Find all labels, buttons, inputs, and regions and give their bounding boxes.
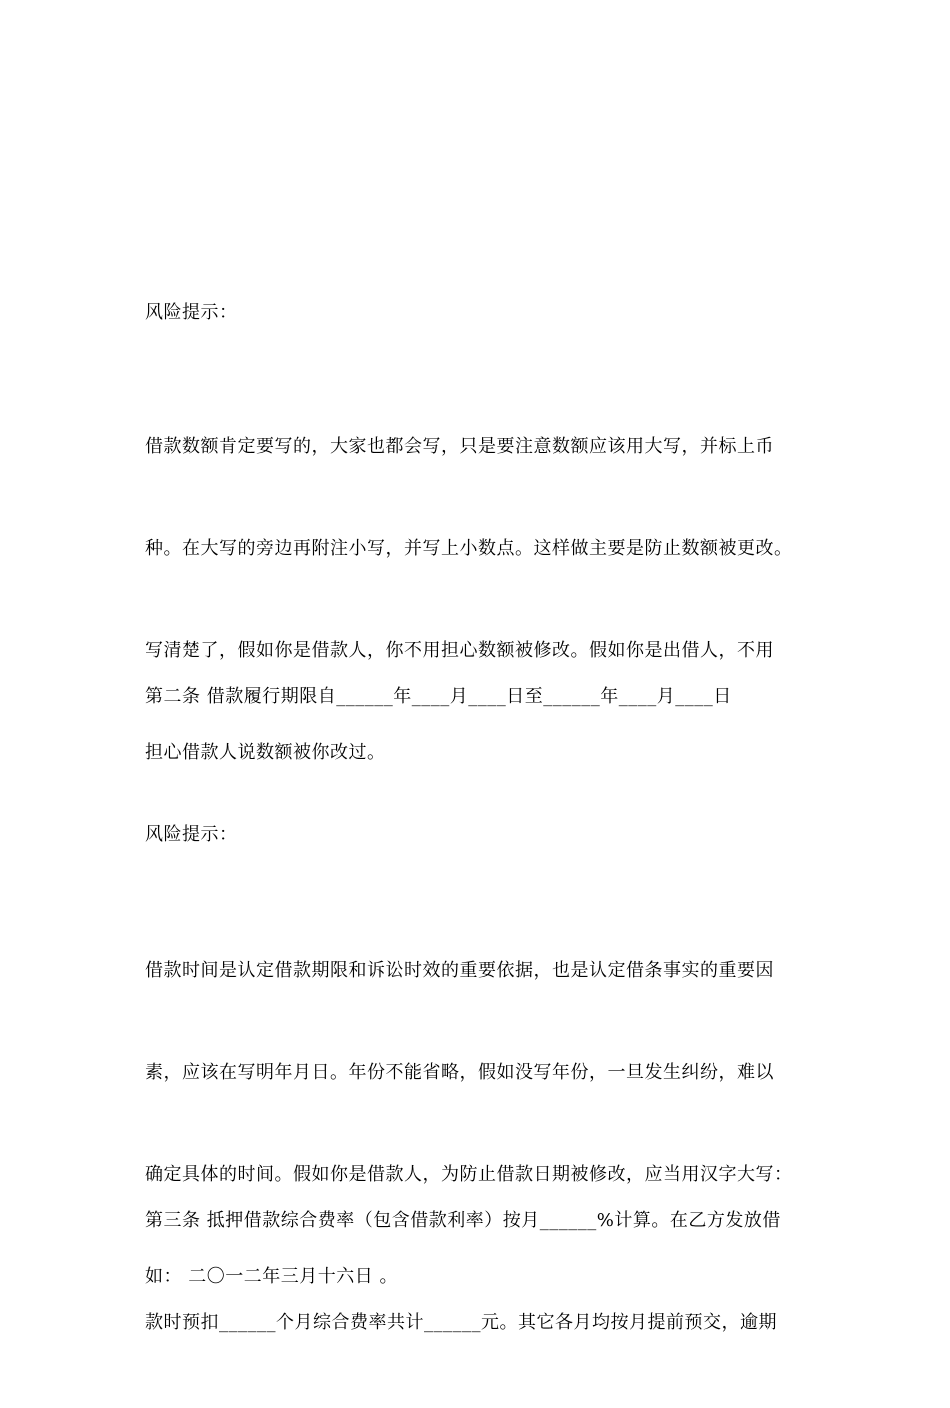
article-2-text: 第二条 借款履行期限自______年____月____日至______年____月____日 xyxy=(145,686,732,707)
article-3-line: 第三条 抵押借款综合费率（包含借款利率）按月______%计算。在乙方发放借 xyxy=(145,1210,781,1231)
risk-heading-text: 风险提示： xyxy=(145,302,238,323)
paragraph-line: 确定具体的时间。假如你是借款人，为防止借款日期被修改，应当用汉字大写： xyxy=(145,1164,793,1185)
paragraph-line: 写清楚了，假如你是借款人，你不用担心数额被修改。假如你是出借人，不用 xyxy=(145,640,774,661)
paragraph-line: 素，应该在写明年月日。年份不能省略，假如没写年份，一旦发生纠纷，难以 xyxy=(145,1062,774,1083)
paragraph-line: 担心借款人说数额被你改过。 xyxy=(145,742,386,763)
article-3 xyxy=(145,1136,810,1408)
risk-heading-text: 风险提示： xyxy=(145,824,238,845)
paragraph-line: 借款数额肯定要写的，大家也都会写，只是要注意数额应该用大写，并标上币 xyxy=(145,436,774,457)
paragraph-line: 借款时间是认定借款期限和诉讼时效的重要依据，也是认定借条事实的重要因 xyxy=(145,960,774,981)
paragraph-line: 种。在大写的旁边再附注小写，并写上小数点。这样做主要是防止数额被更改。 xyxy=(145,538,793,559)
paragraph-line: 如： 二〇一二年三月十六日 。 xyxy=(145,1266,398,1287)
article-3-line: 款时预扣______个月综合费率共计______元。其它各月均按月提前预交，逾期 xyxy=(145,1312,777,1333)
